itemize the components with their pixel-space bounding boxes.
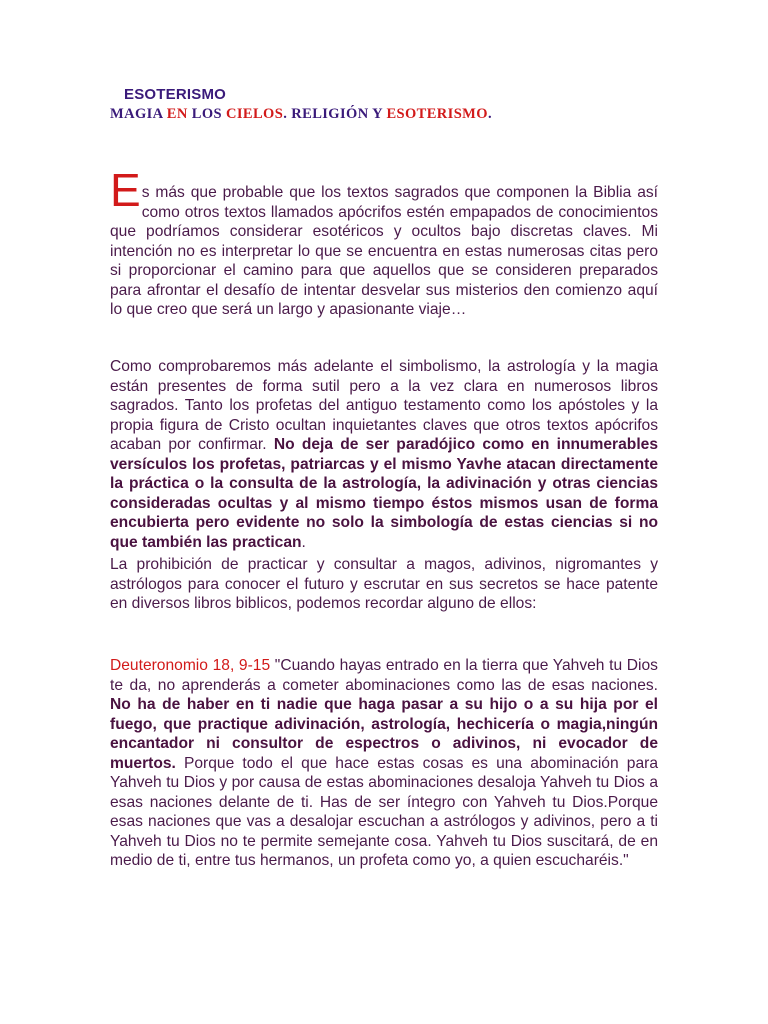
paragraph-bold-text: No ha de haber en ti nadie que haga pasar a su hijo o a su hija por el fuego, que practique adivinación, astrología, hechicería o magia,ningún encantador ni consultor de espectros o adivinos, ni evocador de muertos.	[110, 696, 658, 772]
paragraph-text: "Cuando hayas entrado en la tierra que Yahveh tu Dios te da, no aprenderás a cometer abominaciones como las de esas naciones.	[110, 657, 658, 694]
paragraph-text: Porque todo el que hace estas cosas es una abominación para Yahveh tu Dios y por causa de estas abominaciones desaloja Yahveh tu Dios a esas naciones delante de ti. Has de ser íntegro con Yahveh tu Dios.Porque esas naciones que vas a desalojar escuchan a astrólogos y adivinos, pero a ti Yahveh tu Dios no te permite semejante cosa. Yahveh tu Dios suscitará, de en medio de ti, entre tus hermanos, un profeta como yo, a quien escucharéis."	[110, 754, 658, 869]
headline-highlight: EN	[166, 106, 188, 122]
bible-citation: Deuteronomio 18, 9-15	[110, 657, 271, 674]
document-headline	[110, 106, 492, 123]
headline-part: LOS	[187, 106, 226, 122]
paragraph-intro-text: s más que probable que los textos sagrados que componen la Biblia así como otros textos llamados apócrifos estén empapados de conocimientos que podríamos considerar esotéricos y ocultos bajo discretas claves. Mi intención no es interpretar lo que se encuentra en estas numerosas citas pero si proporcionar el camino para que aquellos que se consideren preparados para afrontar el desafío de intentar desvelar sus misterios den comienzo aquí lo que creo que será un largo y apasionante viaje…	[110, 184, 658, 318]
paragraph-symbolism	[110, 357, 658, 552]
paragraph-text: .	[301, 533, 306, 551]
headline-part: .	[487, 106, 492, 122]
headline-highlight: CIELOS	[226, 106, 284, 122]
section-kicker: ESOTERISMO	[124, 86, 227, 103]
paragraph-text: Como comprobaremos más adelante el simbolismo, la astrología y la magia están presentes de forma sutil pero a la vez clara en numerosos libros sagrados. Tanto los profetas del antiguo testamento como los apóstoles y la propia figura de Cristo ocultan inquietantes claves que otros textos apócrifos acaban por confirmar.	[110, 358, 658, 453]
headline-highlight: ESOTERISMO	[386, 106, 488, 122]
paragraph-deuteronomy	[110, 656, 658, 871]
paragraph-bold-text: No deja de ser paradójico como en innumerables versículos los profetas, patriarcas y el mismo Yavhe atacan directamente la práctica o la consulta de la astrología, la adivinación y otras ciencias consideradas ocultas y al mismo tiempo éstos mismos usan de forma encubierta pero evidente no solo la simbología de estas ciencias si no que también las practican	[110, 436, 658, 551]
paragraph-prohibition: La prohibición de practicar y consultar a magos, adivinos, nigromantes y astrólogos para conocer el futuro y escrutar en sus secretos se hace patente en diversos libros biblicos, podemos recordar alguno de ellos:	[110, 556, 658, 612]
headline-part: MAGIA	[110, 106, 167, 122]
paragraph-intro	[110, 166, 658, 320]
headline-part: . RELIGIÓN Y	[283, 106, 387, 122]
drop-cap: E	[110, 164, 141, 216]
